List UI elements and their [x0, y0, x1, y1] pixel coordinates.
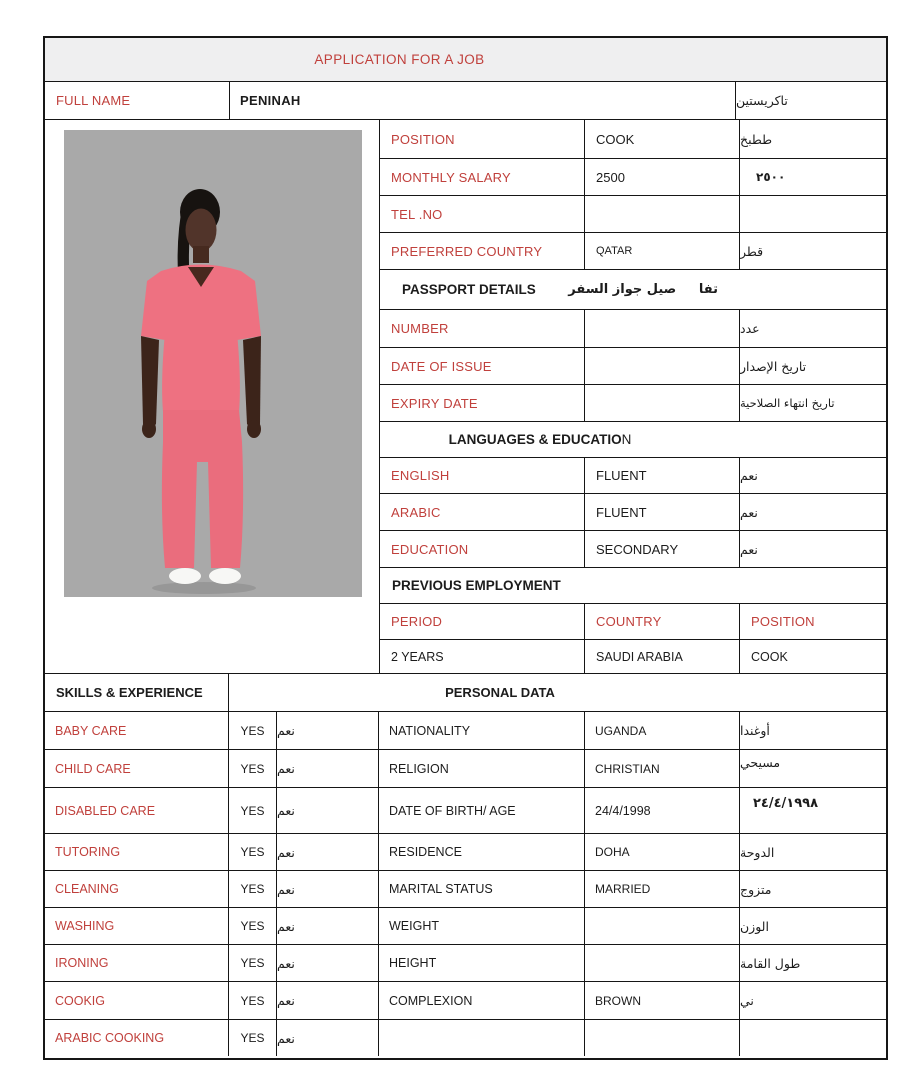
neck [193, 246, 209, 263]
personal-label: RESIDENCE [379, 834, 585, 870]
skill-row-cooking [45, 982, 886, 1020]
previous-employment-title: PREVIOUS EMPLOYMENT [392, 578, 561, 593]
skill-row-washing [45, 908, 886, 945]
personal-label: HEIGHT [379, 945, 585, 981]
applicant-photo [64, 130, 362, 597]
full-name-arabic: تاكريستين [736, 93, 788, 108]
english-arabic: نعم [740, 468, 758, 483]
arabic-row [380, 494, 886, 531]
skill-answer-arabic: نعم [277, 1020, 379, 1056]
date-of-issue-arabic: تاريخ الإصدار [740, 358, 807, 374]
passport-number-row [380, 310, 886, 348]
form-body [45, 120, 886, 674]
skill-answer: YES [229, 788, 277, 833]
salary-value: 2500 [585, 159, 740, 195]
preferred-country-arabic: قطر [740, 243, 764, 259]
personal-value: 24/4/1998 [585, 788, 740, 833]
full-name-label: FULL NAME [45, 82, 230, 119]
skill-answer: YES [229, 750, 277, 787]
salary-label: MONTHLY SALARY [380, 159, 585, 195]
skill-row-ironing [45, 945, 886, 982]
date-of-issue-value [585, 348, 740, 384]
education-label: EDUCATION [380, 531, 585, 567]
english-value: FLUENT [585, 458, 740, 493]
position-arabic: ططبخ [740, 131, 773, 147]
skill-answer: YES [229, 982, 277, 1019]
personal-arabic: ٢٤/٤/١٩٩٨ [753, 796, 819, 811]
passport-details-header [380, 270, 886, 310]
personal-label: MARITAL STATUS [379, 871, 585, 907]
left-shoe [169, 568, 201, 584]
skill-row-arabic-cooking [45, 1020, 886, 1056]
personal-value [585, 945, 740, 981]
skill-label: ARABIC COOKING [45, 1020, 229, 1056]
skill-label: COOKIG [45, 982, 229, 1019]
personal-value: CHRISTIAN [585, 750, 740, 787]
skill-answer: YES [229, 1020, 277, 1056]
personal-label: WEIGHT [379, 908, 585, 944]
skill-answer-arabic: نعم [277, 788, 379, 833]
personal-label: DATE OF BIRTH/ AGE [379, 788, 585, 833]
languages-education-title: LANGUAGES & EDUCATIO [448, 432, 622, 447]
personal-arabic [740, 1020, 886, 1056]
skill-answer: YES [229, 712, 277, 749]
personal-label: RELIGION [379, 750, 585, 787]
salary-row [380, 159, 886, 196]
personal-value: DOHA [585, 834, 740, 870]
employment-col-country: COUNTRY [585, 604, 740, 639]
expiry-date-label: EXPIRY DATE [380, 385, 585, 421]
employment-columns-row [380, 604, 886, 640]
preferred-country-value: QATAR [585, 233, 740, 269]
skill-answer: YES [229, 871, 277, 907]
passport-details-title: PASSPORT DETAILS [402, 282, 536, 297]
skill-row-tutoring [45, 834, 886, 871]
skills-personal-header [45, 674, 886, 712]
english-row [380, 458, 886, 494]
personal-label [379, 1020, 585, 1056]
personal-arabic: ني [740, 993, 754, 1008]
preferred-country-row [380, 233, 886, 270]
passport-details-title-arabic: تفا صيل جواز السفر [568, 282, 718, 297]
right-shoe [209, 568, 241, 584]
telephone-value [585, 196, 740, 232]
employment-col-period: PERIOD [380, 604, 585, 639]
left-arm [141, 336, 159, 428]
skill-row-child-care [45, 750, 886, 788]
date-of-issue-label: DATE OF ISSUE [380, 348, 585, 384]
skill-label: BABY CARE [45, 712, 229, 749]
telephone-arabic [740, 196, 886, 232]
personal-value [585, 908, 740, 944]
skill-row-cleaning [45, 871, 886, 908]
skill-answer-arabic: نعم [277, 712, 379, 749]
expiry-date-value [585, 385, 740, 421]
details-column [380, 120, 886, 673]
previous-employment-header [380, 568, 886, 604]
form-title-bar [45, 38, 886, 82]
preferred-country-label: PREFERRED COUNTRY [380, 233, 585, 269]
photo-cell [45, 120, 380, 673]
skill-answer-arabic: نعم [277, 871, 379, 907]
personal-value: UGANDA [585, 712, 740, 749]
skill-answer-arabic: نعم [277, 945, 379, 981]
position-label: POSITION [380, 120, 585, 158]
skill-answer-arabic: نعم [277, 908, 379, 944]
personal-label: COMPLEXION [379, 982, 585, 1019]
full-name-value: PENINAH [230, 82, 736, 119]
position-value: COOK [585, 120, 740, 158]
application-form-table [43, 36, 888, 1060]
skill-label: TUTORING [45, 834, 229, 870]
skill-row-disabled-care [45, 788, 886, 834]
skills-experience-title: SKILLS & EXPERIENCE [45, 674, 229, 711]
personal-value [585, 1020, 740, 1056]
arabic-label: ARABIC [380, 494, 585, 530]
education-arabic: نعم [740, 541, 758, 557]
skill-label: CLEANING [45, 871, 229, 907]
date-of-issue-row [380, 348, 886, 385]
skill-label: DISABLED CARE [45, 788, 229, 833]
english-label: ENGLISH [380, 458, 585, 493]
expiry-date-arabic: تاريخ انتهاء الصلاحية [740, 396, 835, 410]
salary-arabic: ٢٥٠٠ [756, 170, 786, 184]
arabic-value: FLUENT [585, 494, 740, 530]
languages-education-title-tail: N [621, 432, 632, 447]
skill-row-baby-care [45, 712, 886, 750]
employment-period-value: 2 YEARS [380, 640, 585, 673]
skill-answer-arabic: نعم [277, 750, 379, 787]
skill-label: CHILD CARE [45, 750, 229, 787]
skill-answer: YES [229, 945, 277, 981]
skill-label: WASHING [45, 908, 229, 944]
personal-arabic: الدوحة [740, 844, 775, 860]
page-title: APPLICATION FOR A JOB [314, 52, 485, 67]
skill-answer: YES [229, 834, 277, 870]
education-value: SECONDARY [585, 531, 740, 567]
telephone-label: TEL .NO [380, 196, 585, 232]
skill-answer-arabic: نعم [277, 982, 379, 1019]
employment-col-position: POSITION [751, 614, 815, 629]
personal-data-title: PERSONAL DATA [445, 685, 555, 700]
personal-arabic: أوغندا [740, 723, 770, 738]
passport-number-label: NUMBER [380, 310, 585, 347]
personal-arabic: مسيحي [740, 755, 781, 770]
employment-values-row [380, 640, 886, 673]
employment-country-value: SAUDI ARABIA [585, 640, 740, 673]
languages-education-header [380, 422, 886, 458]
skill-answer: YES [229, 908, 277, 944]
personal-value: MARRIED [585, 871, 740, 907]
employment-position-value: COOK [751, 649, 788, 664]
telephone-row [380, 196, 886, 233]
personal-label: NATIONALITY [379, 712, 585, 749]
floor-shadow [152, 582, 256, 594]
personal-value: BROWN [585, 982, 740, 1019]
face [186, 209, 217, 252]
position-row [380, 120, 886, 159]
skill-answer-arabic: نعم [277, 834, 379, 870]
personal-arabic: الوزن [740, 918, 769, 934]
applicant-photo-figure [64, 130, 362, 597]
education-row [380, 531, 886, 568]
skill-label: IRONING [45, 945, 229, 981]
passport-number-arabic: عدد [740, 321, 760, 336]
expiry-date-row [380, 385, 886, 422]
personal-arabic: متزوج [740, 881, 772, 897]
arabic-arabic: نعم [740, 504, 758, 520]
full-name-row [45, 82, 886, 120]
passport-number-value [585, 310, 740, 347]
personal-arabic: طول القامة [740, 955, 801, 971]
